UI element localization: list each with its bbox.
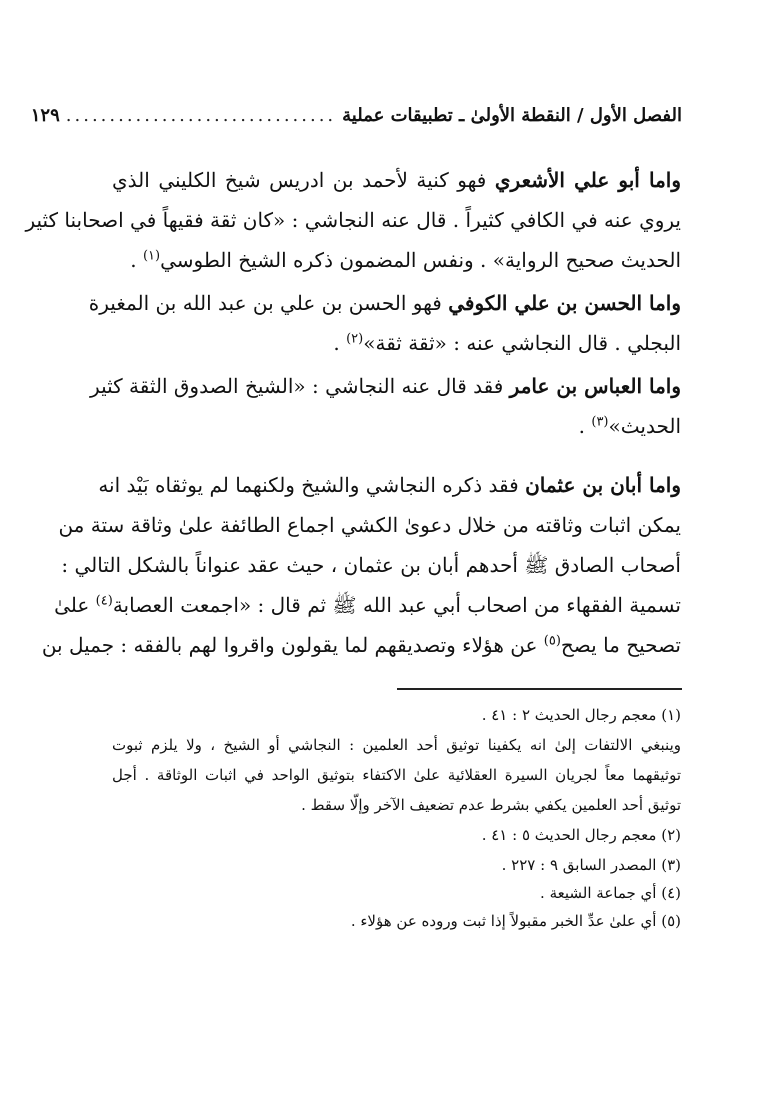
p1-line-3-text: الحديث صحيح الرواية» . ونفس المضمون ذكره الشيخ الطوسي [160,248,681,272]
p4-bold-name: واما أبان بن عثمان [525,473,681,497]
p4-line-4 [54,585,681,625]
footnote-1-cont-2: توثيقهما معاً لجريان السيرة العقلائية علىٰ الاكتفاء بتوثيق الواحد في اثبات الوثاقة . أجل [112,766,681,784]
leader-dots: ............................... [65,104,337,126]
p4-line-4-text: تسمية الفقهاء من اصحاب أبي عبد الله ﷺ ثم قال : «اجمعت العصابة [112,593,681,617]
footnote-2: (٢) معجم رجال الحديث ٥ : ٤١ . [481,826,681,844]
footnote-ref-4[interactable]: (٤) [95,593,113,609]
p2-line-1-text: فهو الحسن بن علي بن عبد الله بن المغيرة [88,291,449,315]
p3-line-2 [112,406,681,446]
p3-line-1 [90,366,681,406]
p1-line-1 [112,160,681,200]
p3-line-2-text: الحديث» [608,414,681,438]
p4-line-4-end: علىٰ [54,593,96,617]
p4-line-5-end: عن هؤلاء وتصديقهم لما يقولون واقروا لهم بالفقه : جميل بن [41,633,544,657]
footnote-ref-2[interactable]: (٢) [346,331,364,347]
p2-line-1 [88,283,681,323]
footnote-1-cont-3: توثيق أحد العلمين يكفي بشرط عدم تضعيف الآخر وإلّا سقط . [301,796,681,814]
p4-line-5 [41,625,681,665]
footnote-3: (٣) المصدر السابق ٩ : ٢٢٧ . [501,856,681,874]
chapter-title: الفصل الأول / النقطة الأولىٰ ـ تطبيقات عملية [342,104,682,126]
footnote-1: (١) معجم رجال الحديث ٢ : ٤١ . [481,706,681,724]
p3-line-1-text: فقد قال عنه النجاشي : «الشيخ الصدوق الثقة كثير [90,374,510,398]
footnote-4: (٤) أي جماعة الشيعة . [540,884,681,902]
p3-line-2-end: . [578,414,592,438]
p4-line-3: أصحاب الصادق ﷺ أحدهم أبان بن عثمان ، حيث عقد عنواناً بالشكل التالي : [61,553,681,577]
p1-line-3-end: . [130,248,143,272]
p2-line-2-text: البجلي . قال النجاشي عنه : «ثقة ثقة» [363,331,681,355]
footnote-ref-3[interactable]: (٣) [591,414,609,430]
p1-line-3 [112,240,681,280]
p2-bold-name: واما الحسن بن علي الكوفي [448,291,681,315]
footnote-5: (٥) أي علىٰ عدِّ الخبر مقبولاً إذا ثبت وروده عن هؤلاء . [350,912,681,930]
p4-line-5-text: تصحيح ما يصح [560,633,681,657]
p2-line-2 [112,323,681,363]
p3-bold-name: واما العباس بن عامر [509,374,681,398]
p1-line-2: يروي عنه في الكافي كثيراً . قال عنه النجاشي : «كان ثقة فقيهاً في اصحابنا كثير [25,208,681,232]
p4-line-1-text: فقد ذكره النجاشي والشيخ ولكنهما لم يوثقاه بَيْد انه [98,473,526,497]
p4-line-2: يمكن اثبات وثاقته من خلال دعوىٰ الكشي اجماع الطائفة علىٰ وثاقة ستة من [58,513,681,537]
footnote-ref-1[interactable]: (١) [142,248,161,264]
footnote-separator [397,688,682,690]
page-number: ١٢٩ [30,104,60,126]
p2-line-2-end: . [333,331,347,355]
footnote-1-cont-1: وينبغي الالتفات إلىٰ انه يكفينا توثيق أحد العلمين : النجاشي أو الشيخ ، ولا يلزم ثبوت [112,736,681,754]
p4-line-1 [98,465,681,505]
footnote-ref-5[interactable]: (٥) [543,633,561,649]
running-header [30,98,682,132]
p1-bold-name: واما أبو علي الأشعري [494,168,681,192]
p1-line-1-text: فهو كنية لأحمد بن ادريس شيخ الكليني الذي [112,168,495,192]
